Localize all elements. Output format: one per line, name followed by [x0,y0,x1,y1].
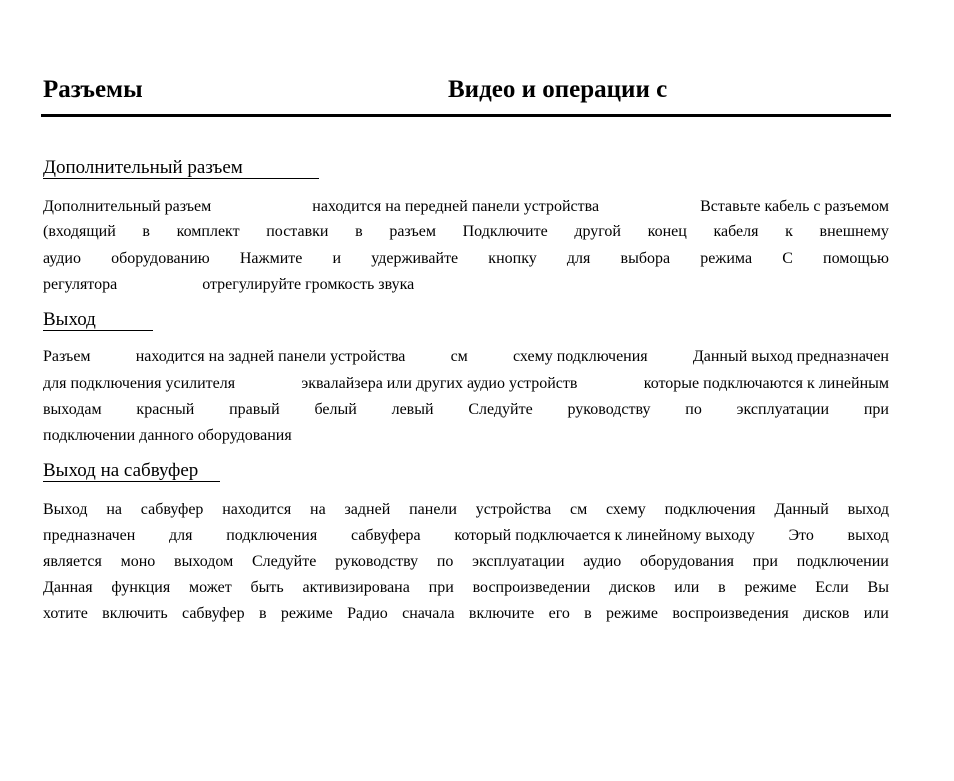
paragraph-text: помощью [823,250,889,267]
paragraph-text: устройства [475,501,552,518]
header-divider [41,114,891,117]
paragraph-text: конец [647,223,687,240]
paragraph-line [43,578,889,598]
paragraph-text: другой [574,223,621,240]
paragraph-text: выбора [620,250,671,267]
paragraph-text: выход [847,527,889,544]
paragraph-text: в [142,223,150,240]
paragraph-line [43,604,889,624]
paragraph-text: по [685,401,702,418]
paragraph-text: находится на задней панели устройства [135,348,406,365]
paragraph-line [43,197,889,217]
paragraph-text: оборудованию [111,250,210,267]
paragraph-text: сабвуфера [350,527,421,544]
paragraph-text: сабвуфер [182,605,245,622]
paragraph-text: его [548,605,570,622]
paragraph-text: руководству [335,553,419,570]
paragraph-line [43,426,889,446]
paragraph-text: по [436,553,454,570]
paragraph-text: функция [111,579,171,596]
paragraph-text: руководству [567,401,651,418]
paragraph-text: дисков [609,579,656,596]
paragraph-text: режиме [606,605,658,622]
paragraph-text: может [189,579,232,596]
paragraph-text: Это [788,527,814,544]
paragraph-text: см [569,501,588,518]
paragraph-text: при [752,553,778,570]
section-title-underline [43,330,153,331]
paragraph-text: схему [606,501,646,518]
paragraph-text: Нажмите [239,250,303,267]
paragraph-text: в [355,223,363,240]
paragraph-line [43,374,889,394]
paragraph-text: в [258,605,267,622]
paragraph-text: включите [468,605,535,622]
paragraph-text: в [584,605,592,622]
paragraph-text: дисков [803,605,850,622]
paragraph-text: Данная [43,579,93,596]
paragraph-text: сначала [402,605,455,622]
paragraph-line [43,249,889,269]
paragraph-text: подключении данного оборудования [43,427,292,444]
paragraph-text: Вставьте кабель с разъемом [700,198,889,215]
paragraph-text: или [674,579,700,596]
paragraph-text: для [566,250,591,267]
paragraph-text: при [863,401,889,418]
paragraph-text: кнопку [488,250,537,267]
paragraph-text: задней [344,501,391,518]
paragraph-text: которые подключаются к линейным [643,375,889,392]
paragraph-text: режиме [280,605,333,622]
paragraph-text: подключения [664,501,756,518]
paragraph-line [43,500,889,520]
paragraph-text: эксплуатации [736,401,830,418]
paragraph-text: Подключите [462,223,548,240]
paragraph-text: хотите [43,605,88,622]
paragraph-text: разъем [389,223,436,240]
paragraph-text: регулятора [43,276,118,293]
paragraph-text: Дополнительный разъем [43,198,212,215]
paragraph-text: находится на передней панели устройства [312,198,600,215]
paragraph-text: который подключается к линейному выходу [454,527,755,544]
paragraph-text: поставки [266,223,329,240]
paragraph-text: является [43,553,102,570]
paragraph-text: комплект [176,223,240,240]
paragraph-text: режиме [744,579,797,596]
section-title-underline [43,481,220,482]
paragraph-text: Данный выход предназначен [692,348,889,365]
page-header-left: Разъемы [43,76,143,103]
section-title-underline [43,178,319,179]
paragraph-text: на [310,501,326,518]
paragraph-line [43,526,889,546]
paragraph-text: см [450,348,468,365]
paragraph-text: к [785,223,793,240]
section-title-aux-input: Дополнительный разъем [43,157,243,178]
paragraph-line [43,275,889,295]
paragraph-text: находится [222,501,292,518]
paragraph-text: сабвуфер [140,501,204,518]
paragraph-text: предназначен [43,527,136,544]
paragraph-text: для [169,527,193,544]
paragraph-line [43,400,889,420]
page-header-right: Видео и операции с [448,76,668,103]
paragraph-text: включить [102,605,168,622]
paragraph-text: левый [391,401,434,418]
paragraph-text: выходам [43,401,102,418]
paragraph-text: для подключения усилителя [43,375,236,392]
paragraph-text: при [428,579,454,596]
paragraph-text: Разъем [43,348,91,365]
paragraph-text: эксплуатации [472,553,565,570]
paragraph-text: моно [120,553,156,570]
paragraph-text: Вы [867,579,889,596]
paragraph-line [43,347,889,367]
paragraph-text: воспроизведения [672,605,789,622]
paragraph-text: активизирована [302,579,410,596]
paragraph-text: Следуйте [468,401,533,418]
paragraph-text: кабеля [713,223,759,240]
paragraph-text: удерживайте [371,250,459,267]
paragraph-text: эквалайзера или других аудио устройств [301,375,578,392]
paragraph-text: (входящий [43,223,116,240]
paragraph-text: или [863,605,889,622]
paragraph-text: выход [847,501,889,518]
paragraph-text: схему подключения [512,348,648,365]
paragraph-text: аудио [43,250,81,267]
paragraph-text: красный [136,401,195,418]
paragraph-text: панели [409,501,457,518]
paragraph-text: аудио [583,553,622,570]
paragraph-text: Следуйте [251,553,317,570]
paragraph-text: в [718,579,726,596]
paragraph-text: Выход [43,501,88,518]
paragraph-text: быть [250,579,284,596]
paragraph-text: С [782,250,793,267]
paragraph-text: Данный [774,501,829,518]
section-title-subwoofer-output: Выход на сабвуфер [43,460,199,481]
paragraph-text: отрегулируйте громкость звука [202,276,415,293]
paragraph-text: на [106,501,122,518]
paragraph-line [43,552,889,572]
paragraph-text: и [332,250,342,267]
paragraph-line [43,222,889,242]
paragraph-text: Если [815,579,849,596]
paragraph-text: подключении [796,553,889,570]
paragraph-text: внешнему [819,223,889,240]
paragraph-text: белый [314,401,357,418]
paragraph-text: оборудования [640,553,735,570]
paragraph-text: Радио [347,605,388,622]
paragraph-text: режима [700,250,753,267]
paragraph-text: воспроизведении [472,579,591,596]
paragraph-text: выходом [174,553,234,570]
paragraph-text: подключения [226,527,318,544]
section-title-output: Выход [43,309,96,330]
paragraph-text: правый [229,401,280,418]
